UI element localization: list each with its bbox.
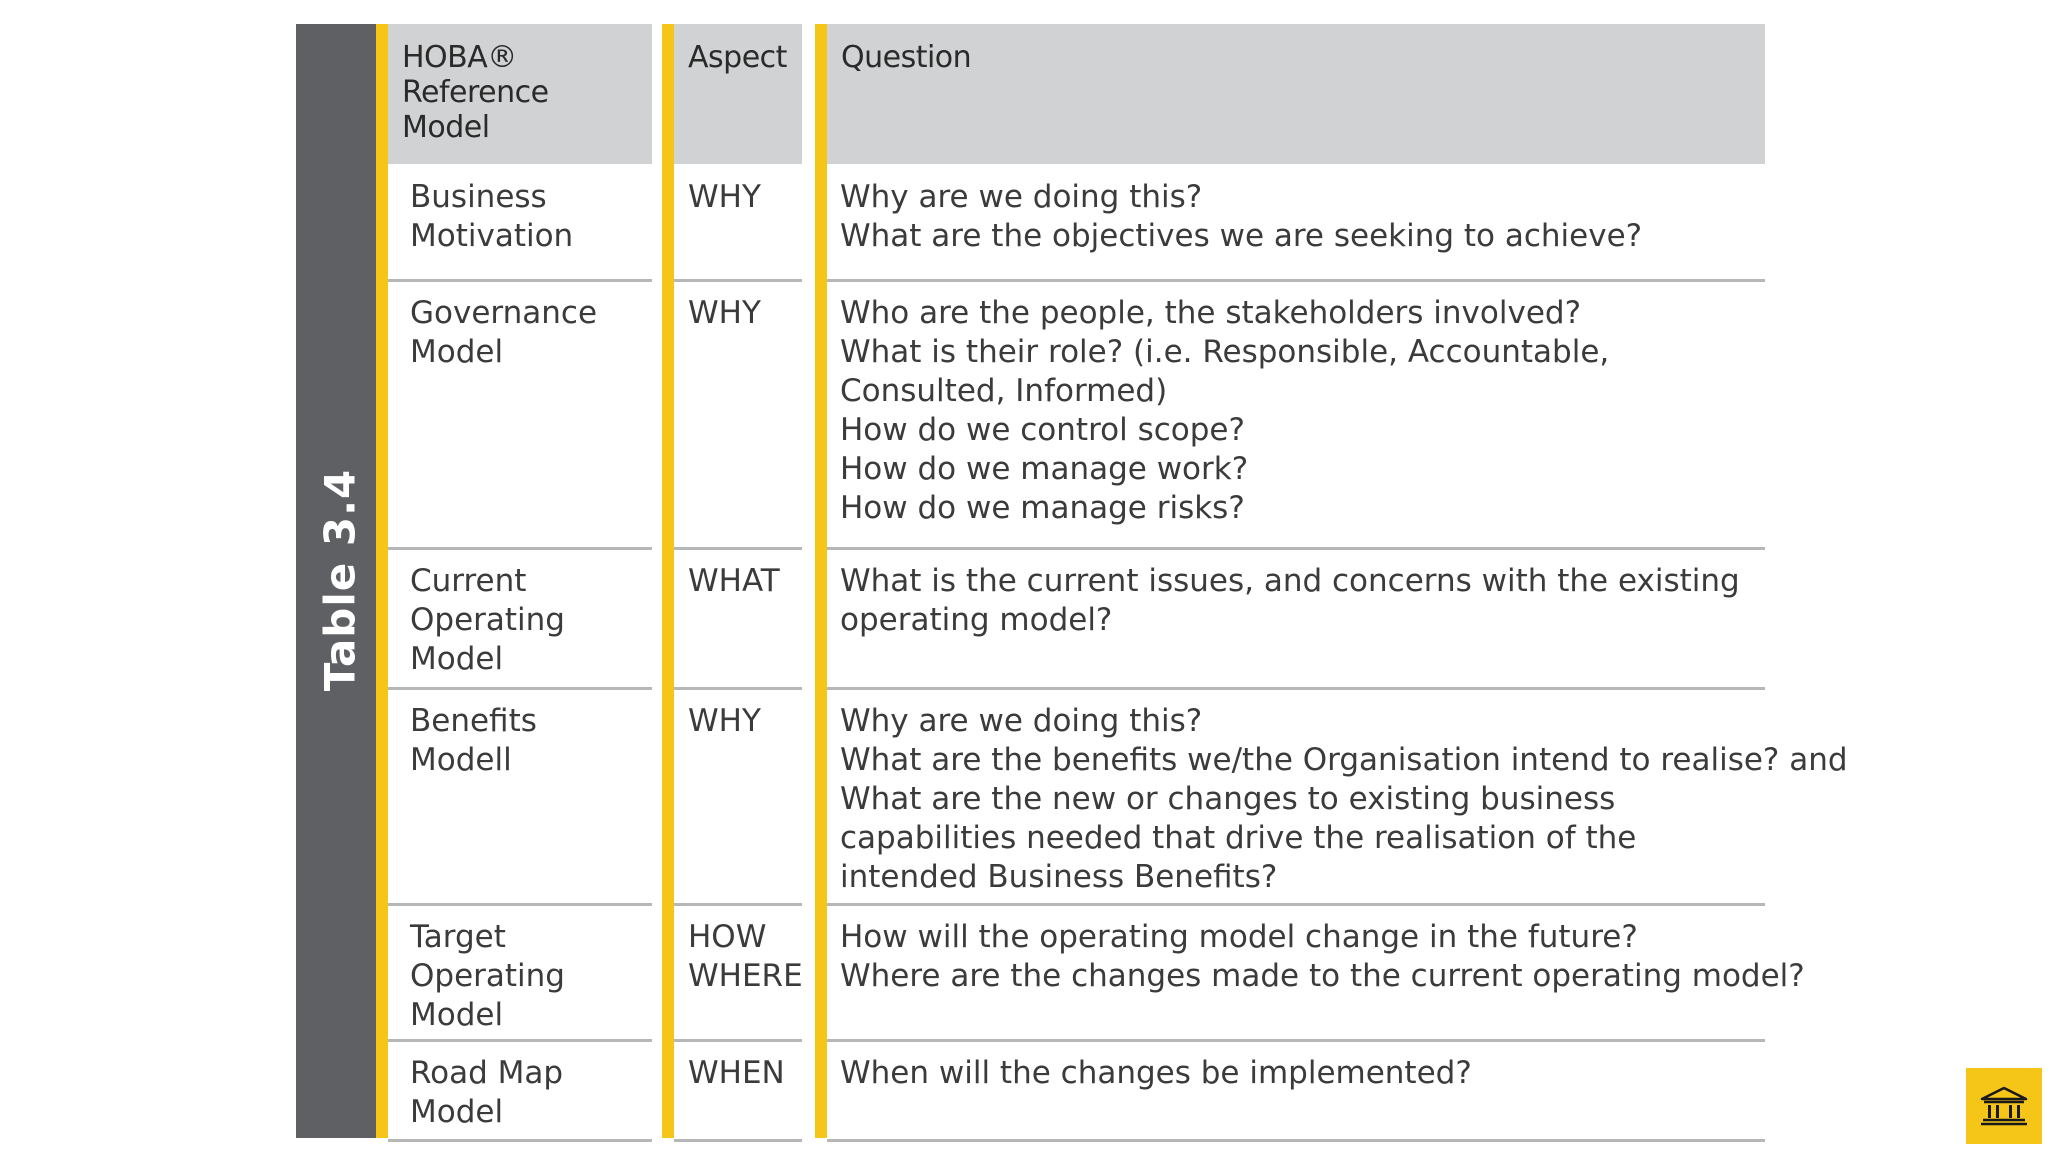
row-divider [827, 687, 1765, 690]
aspect-cell-line: WHY [688, 179, 761, 215]
question-cell-line: How do we manage work? [840, 451, 1249, 487]
header-question: Question [827, 24, 1765, 164]
header-aspect: Aspect [674, 24, 802, 164]
question-cell-line: Why are we doing this? [840, 179, 1203, 215]
model-cell-line: Current [410, 563, 527, 599]
model-cell-line: Model [410, 641, 504, 677]
aspect-cell-line: WHEN [688, 1055, 785, 1091]
question-cell-line: Consulted, Informed) [840, 373, 1168, 409]
row-divider [388, 687, 652, 690]
model-cell [410, 1046, 650, 1132]
question-cell-line: Why are we doing this? [840, 703, 1203, 739]
row-divider [674, 903, 802, 906]
aspect-cell [688, 170, 818, 217]
question-cell-line: operating model? [840, 602, 1113, 638]
aspect-cell [688, 1046, 818, 1093]
row-divider [827, 1039, 1765, 1042]
model-cell-line: Benefits [410, 703, 537, 739]
model-cell-line: Road Map [410, 1055, 564, 1091]
question-cell [840, 694, 1848, 897]
question-cell [840, 170, 1770, 256]
model-cell-line: Operating [410, 958, 565, 994]
model-cell-line: Target [410, 919, 506, 955]
question-cell-line: When will the changes be implemented? [840, 1055, 1472, 1091]
model-cell-line: Governance [410, 295, 598, 331]
table-row [388, 694, 1848, 902]
model-cell-line: Model [410, 997, 504, 1033]
row-divider [827, 1139, 1765, 1142]
aspect-cell-line: WHY [688, 703, 761, 739]
row-divider [674, 279, 802, 282]
question-cell [840, 554, 1770, 640]
model-cell-line: Model [410, 1094, 504, 1130]
aspect-cell-line: HOW [688, 919, 767, 955]
model-cell [410, 554, 650, 679]
row-divider [388, 547, 652, 550]
row-divider [674, 687, 802, 690]
header-model-line: Model [402, 110, 490, 145]
table-row [388, 554, 1765, 686]
model-cell-line: Modell [410, 742, 512, 778]
home-button[interactable] [1966, 1068, 2042, 1144]
aspect-cell [688, 554, 818, 601]
model-cell [410, 694, 650, 780]
row-divider [674, 547, 802, 550]
model-cell-line: Business [410, 179, 547, 215]
aspect-cell [688, 910, 818, 996]
header-model-line: Reference [402, 75, 549, 110]
table-row [388, 170, 1765, 278]
question-cell-line: What is their role? (i.e. Responsible, Accountable, [840, 334, 1610, 370]
question-cell-line: What is the current issues, and concerns with the existing [840, 563, 1740, 599]
question-cell [840, 1046, 1770, 1093]
row-divider [827, 279, 1765, 282]
row-divider [388, 279, 652, 282]
model-cell-line: Model [410, 334, 504, 370]
question-cell-line: Where are the changes made to the current operating model? [840, 958, 1805, 994]
question-cell-line: How will the operating model change in the future? [840, 919, 1638, 955]
row-divider [674, 1039, 802, 1042]
table-row [388, 1046, 1765, 1138]
model-cell [410, 286, 650, 372]
row-divider [674, 1139, 802, 1142]
question-cell-line: What are the objectives we are seeking to achieve? [840, 218, 1643, 254]
table-row [388, 286, 1765, 546]
aspect-cell [688, 286, 818, 333]
model-cell-line: Operating [410, 602, 565, 638]
question-cell-line: What are the new or changes to existing business [840, 781, 1616, 817]
question-cell-line: Who are the people, the stakeholders involved? [840, 295, 1582, 331]
aspect-cell-line: WHAT [688, 563, 780, 599]
model-cell-line: Motivation [410, 218, 574, 254]
accent-bar-model [376, 24, 388, 1138]
aspect-cell-line: WHERE [688, 958, 803, 994]
row-divider [827, 903, 1765, 906]
table-row [388, 910, 1805, 1038]
row-divider [388, 1139, 652, 1142]
question-cell-line: intended Business Benefits? [840, 859, 1278, 895]
header-model-line: HOBA® [402, 40, 517, 75]
aspect-cell [688, 694, 818, 741]
question-cell-line: capabilities needed that drive the realisation of the [840, 820, 1637, 856]
row-divider [388, 1039, 652, 1042]
question-cell-line: How do we manage risks? [840, 490, 1245, 526]
question-cell [840, 910, 1805, 996]
aspect-cell-line: WHY [688, 295, 761, 331]
institution-icon [1979, 1085, 2029, 1127]
model-cell [410, 910, 650, 1035]
row-divider [827, 547, 1765, 550]
header-model [388, 24, 652, 164]
table-number-label: Table 3.4 [315, 468, 365, 692]
question-cell [840, 286, 1770, 528]
question-cell-line: What are the benefits we/the Organisation intend to realise? and [840, 742, 1848, 778]
model-cell [410, 170, 650, 256]
question-cell-line: How do we control scope? [840, 412, 1245, 448]
row-divider [388, 903, 652, 906]
